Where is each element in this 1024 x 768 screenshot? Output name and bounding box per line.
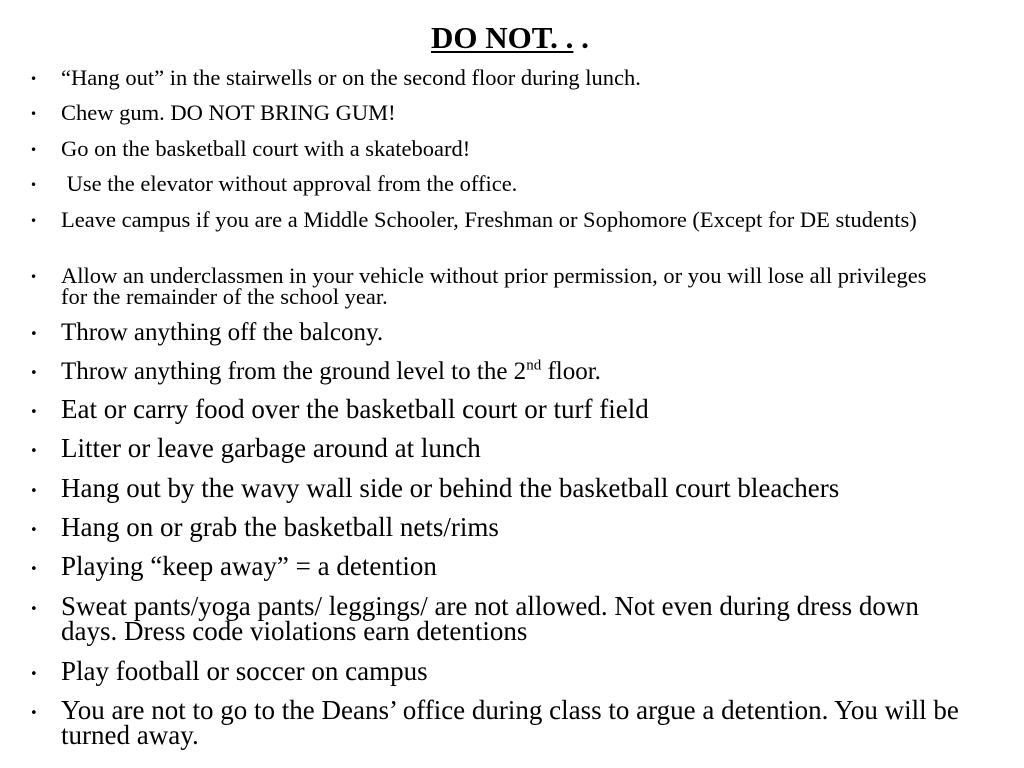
list-item-text: Go on the basketball court with a skateboard!: [61, 136, 471, 161]
list-item-text-part: Throw anything from the ground level to the 2: [61, 358, 527, 385]
list-item-text: Play football or soccer on campus: [61, 656, 428, 686]
list-item-text: Hang out by the wavy wall side or behind the basketball court bleachers: [61, 473, 840, 503]
list-item-text: Leave campus if you are a Middle Schooler, Freshman or Sophomore (Except for DE students): [61, 207, 917, 232]
bullet-icon: •: [30, 327, 38, 342]
bullet-icon: •: [30, 72, 38, 86]
bullet-icon: •: [30, 667, 38, 682]
bullet-icon: •: [30, 178, 38, 192]
list-item-text: Use the elevator without approval from the office.: [61, 171, 518, 196]
list-item-text: Hang on or grab the basketball nets/rims: [61, 512, 499, 542]
list-item-text: Chew gum. DO NOT BRING GUM!: [61, 100, 396, 125]
bullet-icon: •: [30, 706, 38, 721]
list-item-text: Sweat pants/yoga pants/ leggings/ are not allowed. Not even during dress down days. Dress code violations earn detentions: [61, 591, 919, 646]
list-item-text: Playing “keep away” = a detention: [61, 551, 437, 581]
bullet-icon: •: [30, 214, 38, 228]
list-item-text: Throw anything off the balcony.: [61, 319, 384, 346]
list-item-text-part: floor.: [541, 358, 601, 385]
list-item-text: You are not to go to the Deans’ office during class to argue a detention. You will be turned away.: [61, 695, 959, 750]
bullet-icon: •: [30, 562, 38, 577]
bullet-icon: •: [30, 366, 38, 381]
title-underlined: DO NOT. .: [431, 20, 574, 55]
ordinal-suffix: nd: [526, 357, 542, 374]
bullet-icon: •: [30, 405, 38, 420]
list-item-text: [61, 359, 984, 384]
list-item-text: Litter or leave garbage around at lunch: [61, 433, 481, 463]
bullet-icon: •: [30, 444, 38, 459]
list-item-text: Allow an underclassmen in your vehicle without prior permission, or you will lose all privileges for the remainder of the school year.: [61, 263, 927, 309]
list-item-text: “Hang out” in the stairwells or on the second floor during lunch.: [61, 65, 641, 90]
bullet-icon: •: [30, 270, 38, 284]
title-trailing-dot: .: [573, 20, 589, 55]
page-title: [431, 20, 589, 56]
bullet-icon: •: [30, 602, 38, 617]
bullet-icon: •: [30, 523, 38, 538]
list-item-text: Eat or carry food over the basketball court or turf field: [61, 394, 649, 424]
bullet-icon: •: [30, 143, 38, 157]
bullet-icon: •: [30, 484, 38, 499]
bullet-icon: •: [30, 107, 38, 121]
